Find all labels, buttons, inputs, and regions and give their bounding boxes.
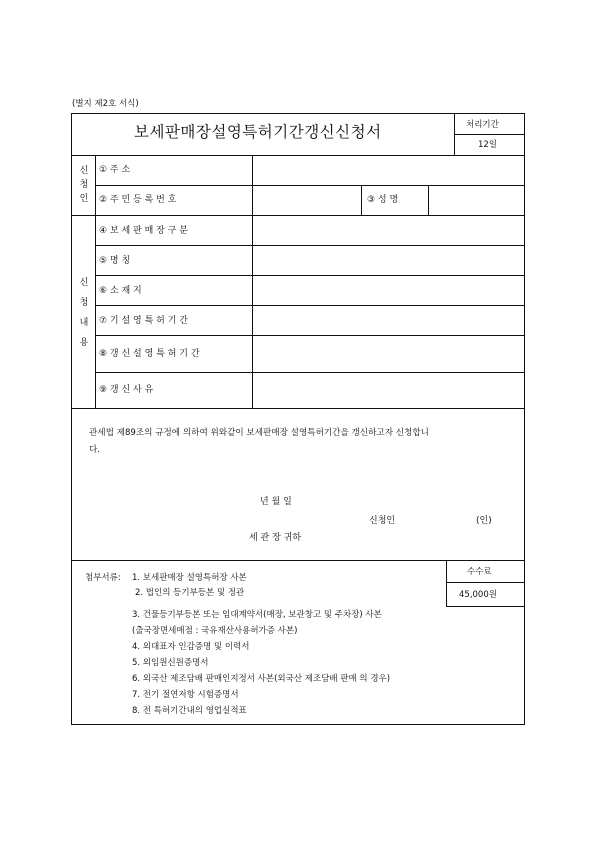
processing-period-value: 12일: [478, 140, 498, 150]
address-label: ① 주 소: [99, 165, 131, 175]
name-label: ③ 성 명: [367, 195, 399, 205]
fee-label: 수수료: [467, 567, 492, 577]
statement-text-line1: 관세법 제89조의 규정에 의하여 위와같이 보세판매장 설영특허기간을 갱신하고자 신청합니: [89, 428, 429, 438]
store-name-label: ⑤ 명 칭: [99, 256, 131, 266]
store-type-field[interactable]: [254, 217, 523, 244]
renewal-reason-field[interactable]: [254, 374, 523, 407]
renewal-period-field[interactable]: [254, 337, 523, 371]
resident-id-label: ② 주 민 등 록 번 호: [99, 195, 177, 205]
applicant-section-label: 신 청 인: [79, 166, 89, 204]
attachment-item-3-note: (출국장면세매점 : 국유재산사용허가증 사본): [132, 626, 298, 636]
attachment-item-6: 6. 외국산 제조담배 판매인지정서 사본(외국산 제조담배 판매 의 경우): [132, 674, 391, 684]
attachment-item-8: 8. 전 특허기간내의 영업실적표: [132, 706, 247, 716]
recipient-line: 세 관 장 귀하: [249, 533, 302, 543]
resident-id-field[interactable]: [254, 187, 360, 214]
location-label: ⑥ 소 재 지: [99, 286, 142, 296]
attachments-label: 첨부서류:: [85, 573, 121, 583]
content-section-label: 신 청 내 용: [79, 278, 89, 348]
attachment-item-5: 5. 외임원신원증명서: [132, 658, 209, 668]
existing-period-label: ⑦ 기 설 영 특 허 기 간: [99, 316, 188, 326]
attachment-item-1: 1. 보세판매장 설영특허장 사본: [132, 573, 247, 583]
attachment-item-4: 4. 외대표자 인감증명 및 이력서: [132, 642, 250, 652]
processing-period-label: 처리기간: [466, 120, 499, 130]
existing-period-field[interactable]: [254, 307, 523, 334]
applicant-signature-label: 신청인: [369, 516, 396, 526]
store-type-label: ④ 보 세 판 매 장 구 분: [99, 226, 188, 236]
location-field[interactable]: [254, 277, 523, 304]
attachment-item-2: 2. 법인의 등기부등본 및 정관: [135, 588, 245, 598]
application-date: 년 월 일: [260, 497, 292, 507]
attachment-item-3: 3. 건물등기부등본 또는 임대계약서(매장, 보관창고 및 주차장) 사본: [132, 610, 382, 620]
name-field[interactable]: [430, 187, 523, 214]
renewal-period-label: ⑧ 갱 신 설 영 특 허 기 간: [99, 349, 200, 359]
address-field[interactable]: [254, 157, 523, 184]
form-title: 보세판매장설영특허기간갱신신청서: [134, 123, 382, 141]
store-name-field[interactable]: [254, 247, 523, 274]
renewal-reason-label: ⑨ 갱 신 사 유: [99, 385, 154, 395]
seal-mark: (인): [476, 516, 492, 526]
statement-text-line2: 다.: [89, 445, 101, 455]
attachment-item-7: 7. 전기 절연저항 시험증명서: [132, 690, 239, 700]
fee-value: 45,000원: [459, 590, 497, 600]
form-number-note: (별지 제2호 서식): [72, 99, 139, 109]
